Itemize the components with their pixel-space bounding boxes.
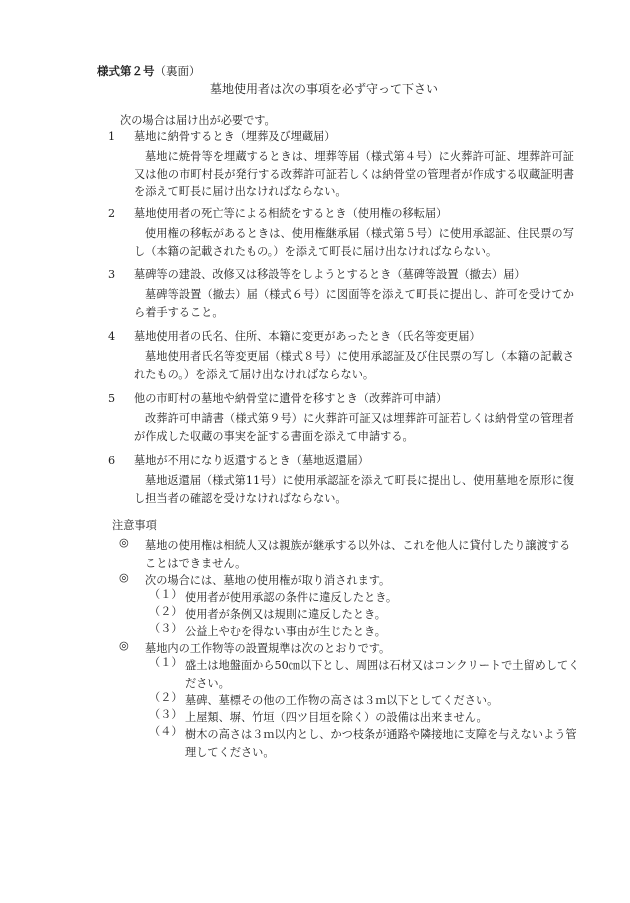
document-title: 墓地使用者は次の事項を必ず守って下さい <box>209 82 438 96</box>
item-body: 改葬許可申請書（様式第９号）に火葬許可証又は埋葬許可証若しくは納骨堂の管理者が作成した収蔵の事実を証する書面を添えて申請する。 <box>134 412 574 443</box>
form-side: （裏面） <box>154 64 201 78</box>
subitem-text: 樹木の高さは３ｍ以内とし、かつ枝条が通路や隣接地に支障を与えないよう管理してください。 <box>185 728 577 759</box>
item-number: 5 <box>108 392 116 405</box>
item-body: 墓碑等設置（撤去）届（様式６号）に図面等を添えて町長に提出し、許可を受けてから着手すること。 <box>134 288 574 319</box>
subitem-text: 公益上やむを得ない事由が生じたとき。 <box>185 625 386 638</box>
subitem-number: （３） <box>149 708 183 721</box>
subitem-number: （２） <box>149 605 183 618</box>
subitem-number: （１） <box>149 656 183 669</box>
double-circle-icon: ◎ <box>119 536 129 549</box>
note-text: 墓地内の工作物等の設置規準は次のとおりです。 <box>145 642 391 655</box>
item-number: 3 <box>108 268 116 281</box>
double-circle-icon: ◎ <box>119 571 129 584</box>
subitem-text: 使用者が使用承認の条件に違反したとき。 <box>185 591 398 604</box>
item-number: 6 <box>108 454 116 467</box>
intro-text: 次の場合は届け出が必要です。 <box>120 114 276 127</box>
item-heading: 墓地使用者の死亡等による相続をするとき（使用権の移転届） <box>134 207 448 220</box>
subitem-number: （１） <box>149 588 183 601</box>
item-heading: 墓碑等の建設、改修又は移設等をしようとするとき（墓碑等設置（撤去）届） <box>134 268 526 281</box>
subitem-number: （２） <box>149 691 183 704</box>
item-heading: 墓地使用者の氏名、住所、本籍に変更があったとき（氏名等変更届） <box>134 330 481 343</box>
subitem-number: （３） <box>149 622 183 635</box>
subitem-text: 使用者が条例又は規則に違反したとき。 <box>185 608 386 621</box>
form-number: 様式第２号 <box>97 64 155 78</box>
item-number: 2 <box>108 207 116 220</box>
item-body: 墓地使用者氏名等変更届（様式８号）に使用承認証及び住民票の写し（本籍の記載されたもの。）を添えて届け出なければならない。 <box>134 350 574 381</box>
subitem-text: 上屋類、塀、竹垣（四ツ目垣を除く）の設備は出来ません。 <box>185 711 488 724</box>
note-text: 次の場合には、墓地の使用権が取り消されます。 <box>145 574 391 587</box>
item-heading: 他の市町村の墓地や納骨堂に遺骨を移すとき（改葬許可申請） <box>134 392 448 405</box>
form-label <box>97 66 201 78</box>
subitem-text: 盛土は地盤面から50㎝以下とし、周囲は石材又はコンクリートで土留めしてください。 <box>185 659 580 690</box>
item-number: 4 <box>108 330 116 343</box>
item-heading: 墓地が不用になり返還するとき（墓地返還届） <box>134 454 369 467</box>
item-body: 墓地返還届（様式第11号）に使用承認証を添えて町長に提出し、使用墓地を原形に復し担当者の確認を受けなければならない。 <box>134 474 574 505</box>
item-heading: 墓地に納骨するとき（埋葬及び埋蔵届） <box>134 130 336 143</box>
item-body: 墓地に焼骨等を埋蔵するときは、埋葬等届（様式第４号）に火葬許可証、埋葬許可証又は他の市町村長が発行する改葬許可証若しくは納骨堂の管理者が作成する収蔵証明書を添えて町長に届け出なければならない。 <box>134 150 574 198</box>
notes-heading: 注意事項 <box>112 519 157 532</box>
item-number: 1 <box>108 130 116 143</box>
subitem-text: 墓碑、墓標その他の工作物の高さは３ｍ以下としてください。 <box>185 694 499 707</box>
note-text: 墓地の使用権は相続人又は親族が継承する以外は、これを他人に貸付したり譲渡することはできません。 <box>145 539 571 570</box>
subitem-number: （４） <box>149 725 183 738</box>
item-body: 使用権の移転があるときは、使用権継承届（様式第５号）に使用承認証、住民票の写し（本籍の記載されたもの。）を添えて町長に届け出なければならない。 <box>134 227 574 258</box>
double-circle-icon: ◎ <box>119 639 129 652</box>
